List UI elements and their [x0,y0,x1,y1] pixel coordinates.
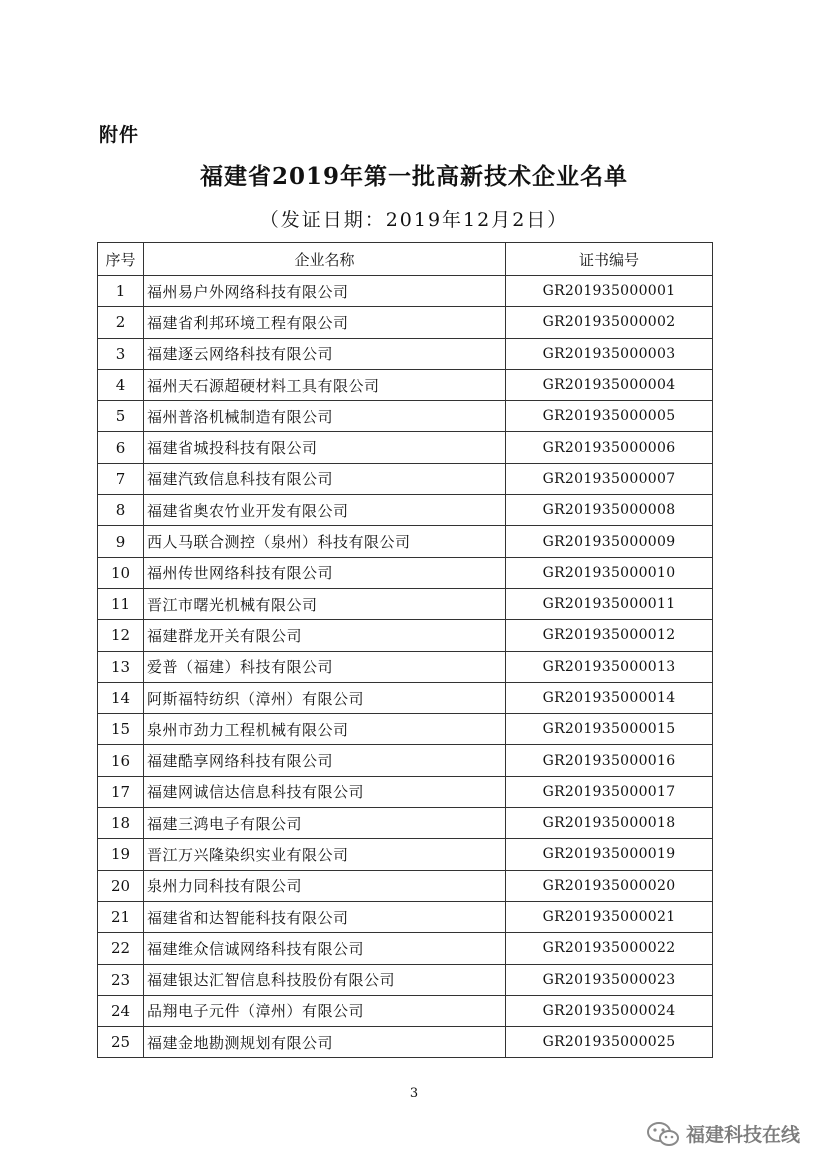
row-certificate-number: GR201935000009 [506,526,713,557]
table-row [98,1027,713,1058]
row-certificate-number: GR201935000007 [506,463,713,494]
row-certificate-number: GR201935000018 [506,808,713,839]
row-enterprise-name: 福州传世网络科技有限公司 [144,557,506,588]
row-certificate-number: GR201935000022 [506,933,713,964]
row-serial-number: 12 [98,620,144,651]
row-serial-number: 10 [98,557,144,588]
row-serial-number: 15 [98,714,144,745]
row-certificate-number: GR201935000008 [506,495,713,526]
row-enterprise-name: 阿斯福特纺织（漳州）有限公司 [144,682,506,713]
row-certificate-number: GR201935000021 [506,901,713,932]
row-enterprise-name: 福建省和达智能科技有限公司 [144,901,506,932]
row-certificate-number: GR201935000001 [506,276,713,307]
table-row [98,870,713,901]
header-serial-number: 序号 [98,243,144,276]
row-enterprise-name: 福建银达汇智信息科技股份有限公司 [144,964,506,995]
row-certificate-number: GR201935000010 [506,557,713,588]
row-serial-number: 11 [98,588,144,619]
row-certificate-number: GR201935000005 [506,401,713,432]
row-serial-number: 21 [98,901,144,932]
document-title: 福建省2019年第一批高新技术企业名单 [199,163,628,190]
row-serial-number: 1 [98,276,144,307]
table-row [98,901,713,932]
row-enterprise-name: 晋江市曙光机械有限公司 [144,588,506,619]
row-enterprise-name: 品翔电子元件（漳州）有限公司 [144,995,506,1026]
row-serial-number: 14 [98,682,144,713]
row-certificate-number: GR201935000011 [506,588,713,619]
row-enterprise-name: 福建省奥农竹业开发有限公司 [144,495,506,526]
watermark-text: 福建科技在线 [685,1124,800,1146]
row-certificate-number: GR201935000015 [506,714,713,745]
table-row [98,714,713,745]
row-enterprise-name: 福建汽致信息科技有限公司 [144,463,506,494]
table-row [98,776,713,807]
row-certificate-number: GR201935000024 [506,995,713,1026]
table-row [98,495,713,526]
row-serial-number: 4 [98,369,144,400]
row-certificate-number: GR201935000016 [506,745,713,776]
table-row [98,338,713,369]
table-row [98,745,713,776]
table-row [98,526,713,557]
row-serial-number: 3 [98,338,144,369]
row-certificate-number: GR201935000006 [506,432,713,463]
table-row [98,620,713,651]
row-serial-number: 20 [98,870,144,901]
table-row [98,933,713,964]
table-row [98,401,713,432]
table-row [98,369,713,400]
table-row [98,276,713,307]
table-row [98,307,713,338]
table-row [98,463,713,494]
row-serial-number: 5 [98,401,144,432]
row-certificate-number: GR201935000019 [506,839,713,870]
row-serial-number: 25 [98,1027,144,1058]
row-enterprise-name: 泉州市劲力工程机械有限公司 [144,714,506,745]
table-row [98,557,713,588]
page-number: 3 [409,1086,419,1101]
row-serial-number: 9 [98,526,144,557]
row-certificate-number: GR201935000023 [506,964,713,995]
row-serial-number: 13 [98,651,144,682]
table-row [98,808,713,839]
row-certificate-number: GR201935000014 [506,682,713,713]
row-enterprise-name: 福州天石源超硬材料工具有限公司 [144,369,506,400]
row-serial-number: 16 [98,745,144,776]
row-certificate-number: GR201935000020 [506,870,713,901]
row-enterprise-name: 福建三鸿电子有限公司 [144,808,506,839]
table-row [98,432,713,463]
row-enterprise-name: 福建酷享网络科技有限公司 [144,745,506,776]
row-enterprise-name: 福建逐云网络科技有限公司 [144,338,506,369]
row-certificate-number: GR201935000013 [506,651,713,682]
header-enterprise-name: 企业名称 [144,243,506,276]
issue-date-subtitle: （发证日期：2019年12月2日） [259,209,569,231]
row-enterprise-name: 福建维众信诚网络科技有限公司 [144,933,506,964]
row-enterprise-name: 福州易户外网络科技有限公司 [144,276,506,307]
row-certificate-number: GR201935000025 [506,1027,713,1058]
row-enterprise-name: 晋江万兴隆染织实业有限公司 [144,839,506,870]
enterprise-table [97,242,713,1058]
table-row [98,995,713,1026]
row-serial-number: 7 [98,463,144,494]
row-enterprise-name: 泉州力同科技有限公司 [144,870,506,901]
row-enterprise-name: 爱普（福建）科技有限公司 [144,651,506,682]
row-serial-number: 24 [98,995,144,1026]
row-certificate-number: GR201935000003 [506,338,713,369]
row-enterprise-name: 福州普洛机械制造有限公司 [144,401,506,432]
table-row [98,839,713,870]
wechat-icon [646,1121,680,1147]
row-serial-number: 6 [98,432,144,463]
table-row [98,588,713,619]
row-enterprise-name: 福建群龙开关有限公司 [144,620,506,651]
attachment-label: 附件 [99,124,140,146]
row-certificate-number: GR201935000012 [506,620,713,651]
table-row [98,651,713,682]
row-enterprise-name: 福建金地勘测规划有限公司 [144,1027,506,1058]
table-row [98,964,713,995]
row-certificate-number: GR201935000004 [506,369,713,400]
row-serial-number: 22 [98,933,144,964]
row-serial-number: 18 [98,808,144,839]
row-enterprise-name: 福建省城投科技有限公司 [144,432,506,463]
row-enterprise-name: 福建省利邦环境工程有限公司 [144,307,506,338]
header-certificate-number: 证书编号 [506,243,713,276]
row-enterprise-name: 西人马联合测控（泉州）科技有限公司 [144,526,506,557]
row-serial-number: 23 [98,964,144,995]
row-serial-number: 8 [98,495,144,526]
row-certificate-number: GR201935000002 [506,307,713,338]
row-serial-number: 17 [98,776,144,807]
row-serial-number: 2 [98,307,144,338]
row-enterprise-name: 福建网诚信达信息科技有限公司 [144,776,506,807]
table-row [98,682,713,713]
table-header-row [98,243,713,276]
row-certificate-number: GR201935000017 [506,776,713,807]
watermark [646,1120,800,1147]
row-serial-number: 19 [98,839,144,870]
